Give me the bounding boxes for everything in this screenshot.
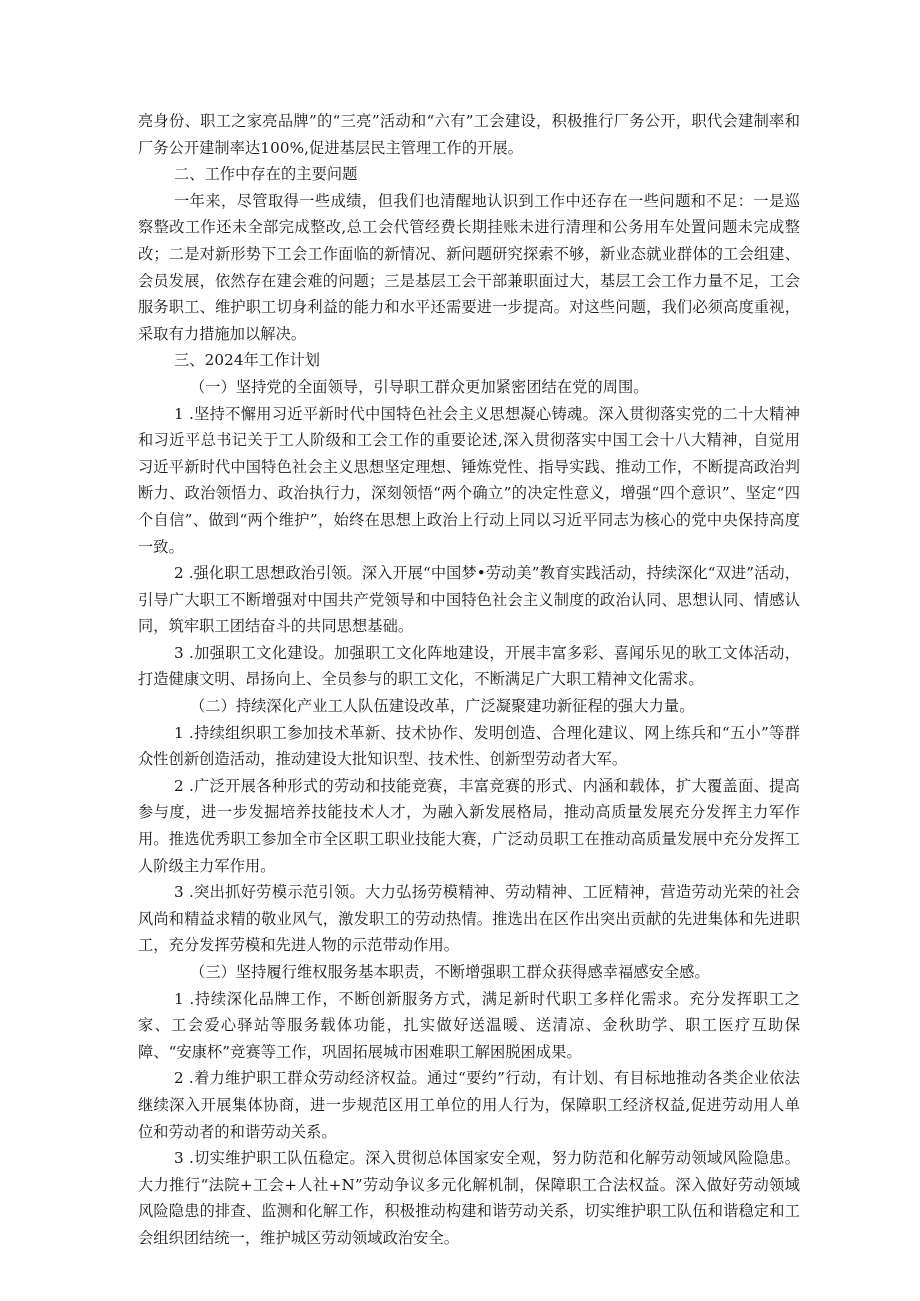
subheading-party-leadership: （一）坚持党的全面领导，引导职工群众更加紧密团结在党的周围。 xyxy=(190,377,649,396)
paragraph-item-1-3: 3 .加强职工文化建设。加强职工文化阵地建设，开展丰富多彩、喜闻乐见的耿工文体活动，打造健康文明、昂扬向上、全员参与的职工文化，不断满足广大职工精神文化需求。 xyxy=(138,643,800,689)
paragraph-item-1-2: 2 .强化职工思想政治引领。深入开展“中国梦•劳动美”教育实践活动，持续深化“双进”活动，引导广大职工不断增强对中国共产党领导和中国特色社会主义制度的政治认同、思想认同、情感认同，筑牢职工团结奋斗的共同思想基础。 xyxy=(138,564,800,636)
subheading-rights-service: （三）坚持履行维权服务基本职责，不断增强职工群众获得感幸福感安全感。 xyxy=(190,963,710,981)
paragraph-item-2-3: 3 .突出抓好劳模示范引领。大力弘扬劳模精神、劳动精神、工匠精神，营造劳动光荣的社会风尚和精益求精的敬业风气，激发职工的劳动热情。推选出在区作出突出贡献的先进集体和先进职工，充分发挥劳模和先进人物的示范带动作用。 xyxy=(138,883,800,955)
paragraph-problems: 一年来，尽管取得一些成绩，但我们也清醒地认识到工作中还存在一些问题和不足：一是巡察整改工作还未全部完成整改,总工会代管经费长期挂账未进行清理和公务用车处置问题未完成整改；二是对新形势下工会工作面临的新情况、新问题研究探索不够，新业态就业群体的工会组建、会员发展，依然存在建会难的问题；三是基层工会干部兼职面过大，基层工会工作力量不足，工会服务职工、维护职工切身利益的能力和水平还需要进一步提高。对这些问题，我们必须高度重视，采取有力措施加以解决。 xyxy=(138,191,800,343)
paragraph-item-3-1: 1 .持续深化品牌工作，不断创新服务方式，满足新时代职工多样化需求。充分发挥职工之家、工会爱心驿站等服务载体功能，扎实做好送温暖、送清凉、金秋助学、职工医疗互助保障、“安康杯”竞赛等工作，巩固拓展城市困难职工解困脱困成果。 xyxy=(138,989,800,1061)
document-body xyxy=(138,108,800,1252)
paragraph-item-1-1: 1 .坚持不懈用习近平新时代中国特色社会主义思想凝心铸魂。深入贯彻落实党的二十大精神和习近平总书记关于工人阶级和工会工作的重要论述,深入贯彻落实中国工会十八大精神，自觉用习近平新时代中国特色社会主义思想坚定理想、锤炼党性、指导实践、推动工作，不断提高政治判断力、政治领悟力、政治执行力，深刻领悟“两个确立”的决定性意义，增强“四个意识”、坚定“四个自信”、做到“两个维护”，始终在思想上政治上行动上同以习近平同志为核心的党中央保持高度一致。 xyxy=(138,404,800,556)
paragraph-intro-continued: 亮身份、职工之家亮品牌”的“三亮”活动和“六有”工会建设，积极推行厂务公开，职代会建制率和厂务公开建制率达100%,促进基层民主管理工作的开展。 xyxy=(138,112,800,157)
paragraph-item-3-3: 3 .切实维护职工队伍稳定。深入贯彻总体国家安全观，努力防范和化解劳动领域风险隐患。大力推行“法院+工会+人社+N”劳动争议多元化解机制，保障职工合法权益。深入做好劳动领域风险隐患的排查、监测和化解工作，积极推动构建和谐劳动关系，切实维护职工队伍和谐稳定和工会组织团结统一，维护城区劳动领域政治安全。 xyxy=(138,1149,800,1247)
paragraph-item-2-2: 2 .广泛开展各种形式的劳动和技能竞赛，丰富竞赛的形式、内涵和载体，扩大覆盖面、提高参与度，进一步发掘培养技能技术人才，为融入新发展格局，推动高质量发展充分发挥主力军作用。推选优秀职工参加全市全区职工职业技能大赛，广泛动员职工在推动高质量发展中充分发挥工人阶级主力军作用。 xyxy=(138,776,800,875)
subheading-workforce-reform: （二）持续深化产业工人队伍建设改革，广泛凝聚建功新征程的强大力量。 xyxy=(190,697,695,716)
paragraph-item-2-1: 1 .持续组织职工参加技术革新、技术协作、发明创造、合理化建议、网上练兵和“五小”等群众性创新创造活动，推动建设大批知识型、技术性、创新型劳动者大军。 xyxy=(138,723,800,769)
paragraph-item-3-2: 2 .着力维护职工群众劳动经济权益。通过“要约”行动，有计划、有目标地推动各类企业依法继续深入开展集体协商，进一步规范区用工单位的用人行为，保障职工经济权益,促进劳动用人单位和劳动者的和谐劳动关系。 xyxy=(138,1069,800,1141)
section-heading-plan-2024: 三、2024年工作计划 xyxy=(174,351,321,370)
section-heading-problems: 二、工作中存在的主要问题 xyxy=(174,165,358,184)
